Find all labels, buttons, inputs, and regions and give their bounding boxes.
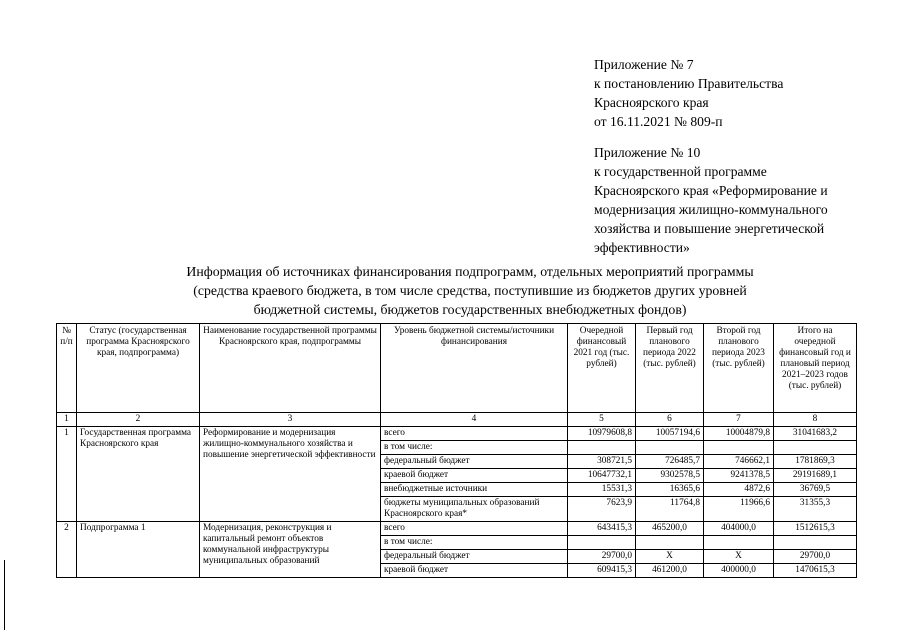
cell-2022: 461200,0 [636,564,704,578]
column-number: 4 [381,413,568,427]
column-number: 2 [77,413,200,427]
cell-2023 [704,536,774,550]
cell-2022: 465200,0 [636,522,704,536]
cell-2021 [568,441,636,455]
column-number: 8 [774,413,857,427]
appendix-7-line: от 16.11.2021 № 809-п [594,114,723,129]
row-level: краевой бюджет [381,564,568,578]
cell-total: 1470615,3 [774,564,857,578]
cell-2021: 29700,0 [568,550,636,564]
cell-total: 36769,5 [774,483,857,497]
cell-2023: 11966,6 [704,497,774,522]
cell-2023: 746662,1 [704,455,774,469]
row-no: 2 [57,522,77,578]
title-line: Информация об источниках финансирования подпрограмм, отдельных мероприятий программы [186,264,754,279]
appendix-7-line: Красноярского края [594,95,709,110]
appendix-10-line: модернизация жилищно-коммунального [594,202,828,217]
cell-2022: X [636,550,704,564]
header-no: № п/п [57,324,77,413]
cell-total [774,441,857,455]
row-level: федеральный бюджет [381,455,568,469]
title-line: (средства краевого бюджета, в том числе средства, поступившие из бюджетов других уровней [193,283,747,298]
appendix-7-line: Приложение № 7 [594,57,694,72]
cell-total: 31355,3 [774,497,857,522]
cell-2022 [636,536,704,550]
header-budget-level: Уровень бюджетной системы/источники финансирования [381,324,568,413]
cell-2021: 10647732,1 [568,469,636,483]
cell-total [774,536,857,550]
cell-total: 1512615,3 [774,522,857,536]
header-program-name: Наименование государственной программы Красноярского края, подпрограммы [200,324,381,413]
cell-2021: 7623,9 [568,497,636,522]
cell-total: 29700,0 [774,550,857,564]
cell-2023: 404000,0 [704,522,774,536]
appendix-10-line: эффективности» [594,240,690,255]
cell-2022: 16365,6 [636,483,704,497]
cell-2022: 726485,7 [636,455,704,469]
cell-2021: 609415,3 [568,564,636,578]
cell-2022: 9302578,5 [636,469,704,483]
row-level: внебюджетные источники [381,483,568,497]
header-year-2023: Второй год планового периода 2023 (тыс. рублей) [704,324,774,413]
row-level: в том числе: [381,536,568,550]
cell-total: 1781869,3 [774,455,857,469]
cell-2021 [568,536,636,550]
appendix-10-line: Приложение № 10 [594,145,701,160]
appendix-10-block [594,143,894,257]
cell-2023: 4872,6 [704,483,774,497]
cell-2022: 11764,8 [636,497,704,522]
financing-table [56,323,857,578]
table-row [57,522,857,536]
row-status: Подпрограмма 1 [77,522,200,578]
header-status: Статус (государственная программа Красноярского края, подпрограмма) [77,324,200,413]
table-header-row [57,324,857,413]
cell-2023: 9241378,5 [704,469,774,483]
row-program-name: Модернизация, реконструкция и капитальный ремонт объектов коммунальной инфраструктуры муниципальных образований [200,522,381,578]
cell-2022: 10057194,6 [636,427,704,441]
cell-total: 29191689,1 [774,469,857,483]
appendix-10-line: хозяйства и повышение энергетической [594,221,825,236]
column-number-row [57,413,857,427]
row-level: в том числе: [381,441,568,455]
header-year-2022: Первый год планового периода 2022 (тыс. рублей) [636,324,704,413]
appendix-10-line: Красноярского края «Реформирование и [594,183,828,198]
appendix-7-line: к постановлению Правительства [594,76,784,91]
cell-2023 [704,441,774,455]
row-level: бюджеты муниципальных образований Красноярского края* [381,497,568,522]
header-year-2021: Очередной финансовый 2021 год (тыс. рублей) [568,324,636,413]
column-number: 3 [200,413,381,427]
cell-2021: 10979608,8 [568,427,636,441]
column-number: 1 [57,413,77,427]
cell-2021: 643415,3 [568,522,636,536]
row-level: всего [381,522,568,536]
cell-2021: 308721,5 [568,455,636,469]
row-level: федеральный бюджет [381,550,568,564]
cell-2023: 10004879,8 [704,427,774,441]
appendix-7-block [594,55,894,131]
row-no: 1 [57,427,77,522]
row-level: всего [381,427,568,441]
cell-2021: 15531,3 [568,483,636,497]
row-program-name: Реформирование и модернизация жилищно-коммунального хозяйства и повышение энергетической эффективности [200,427,381,522]
cell-2022 [636,441,704,455]
cell-total: 31041683,2 [774,427,857,441]
document-title [120,262,820,319]
table-row [57,427,857,441]
cell-2023: X [704,550,774,564]
column-number: 7 [704,413,774,427]
cell-2023: 400000,0 [704,564,774,578]
header-total: Итого на очередной финансовый год и плановый период 2021–2023 годов (тыс. рублей) [774,324,857,413]
row-status: Государственная программа Красноярского края [77,427,200,522]
column-number: 6 [636,413,704,427]
column-number: 5 [568,413,636,427]
scan-edge-line [4,560,5,630]
appendix-10-line: к государственной программе [594,164,767,179]
title-line: бюджетной системы, бюджетов государственных внебюджетных фондов) [253,302,687,317]
row-level: краевой бюджет [381,469,568,483]
